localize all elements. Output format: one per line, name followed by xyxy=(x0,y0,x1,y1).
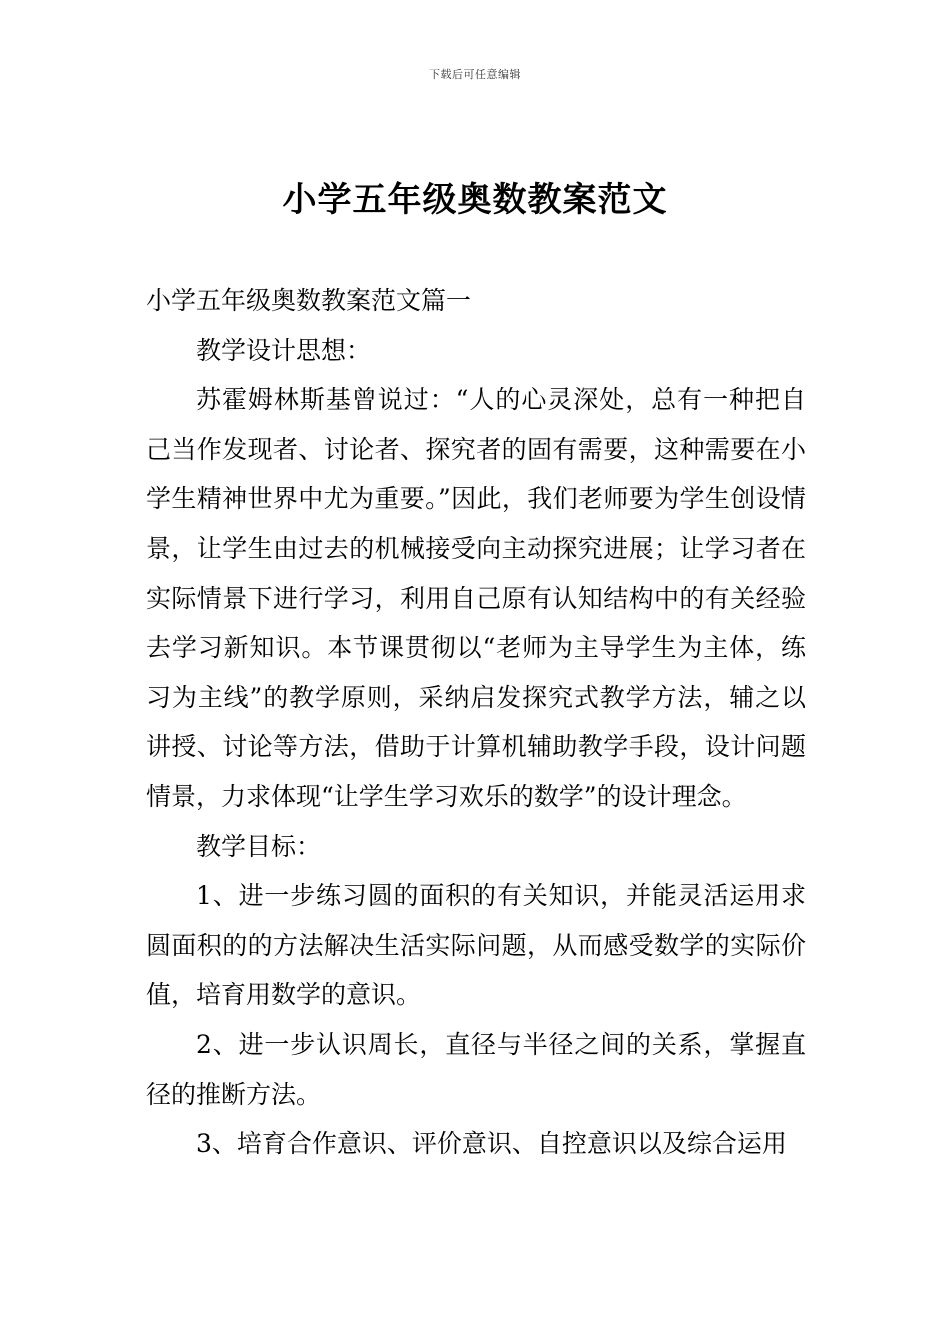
page-title: 小学五年级奥数教案范文 xyxy=(282,180,668,220)
header-note: 下载后可任意编辑 xyxy=(429,68,521,81)
paragraph-objective-1: 1、进一步练习圆的面积的有关知识，并能灵活运用求圆面积的的方法解决生活实际问题，从而感受数学的实际价值，培育用数学的意识。 xyxy=(146,881,806,1010)
paragraph-objective-3: 3、培育合作意识、评价意识、自控意识以及综合运用 xyxy=(196,1129,787,1159)
section-heading: 小学五年级奥数教案范文篇一 xyxy=(146,286,472,315)
paragraph-objective-2: 2、进一步认识周长，直径与半径之间的关系，掌握直径的推断方法。 xyxy=(146,1029,806,1109)
paragraph-design-idea: 苏霍姆林斯基曾说过：“人的心灵深处，总有一种把自己当作发现者、讨论者、探究者的固有需要，这种需要在小学生精神世界中尤为重要。”因此，我们老师要为学生创设情景，让学生由过去的机械接受向主动探究进展；让学习者在实际情景下进行学习，利用自己原有认知结构中的有关经验去学习新知识。本节课贯彻以“老师为主导学生为主体，练习为主线”的教学原则，采纳启发探究式教学方法，辅之以讲授、讨论等方法，借助于计算机辅助教学手段，设计问题情景，力求体现“让学生学习欢乐的数学”的设计理念。 xyxy=(146,385,806,811)
paragraph-design-idea-heading: 教学设计思想： xyxy=(196,335,372,365)
paragraph-objectives-heading: 教学目标： xyxy=(196,831,322,861)
document-body xyxy=(146,276,806,1169)
